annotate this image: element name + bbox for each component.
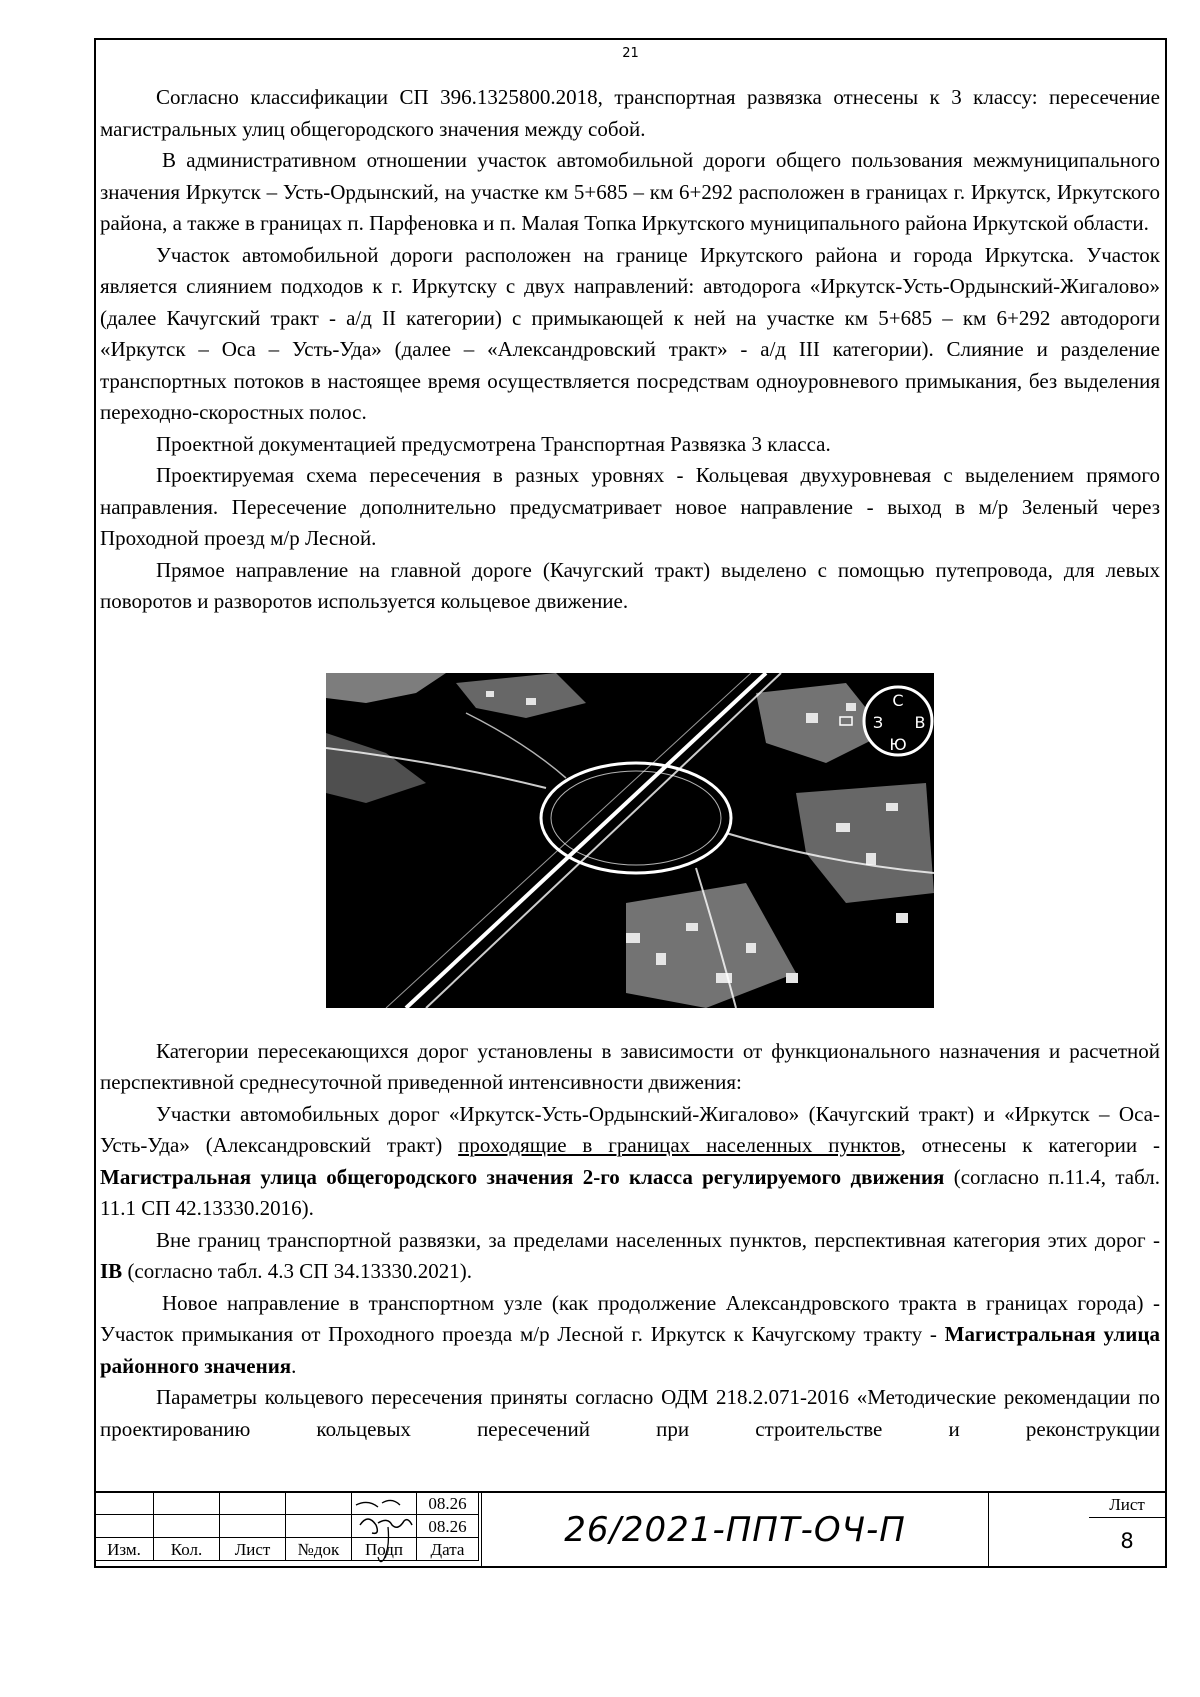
paragraph-11: Параметры кольцевого пересечения приняты согласно ОДМ 218.2.071-2016 «Методические рекомендации по проектированию кольцевых пересечений при строительстве и реконструкции bbox=[100, 1385, 1160, 1441]
header-data: Дата bbox=[417, 1538, 479, 1561]
paragraph-7: Категории пересекающихся дорог установлены в зависимости от функционального назначения и расчетной перспективной среднесуточной приведенной интенсивности движения: bbox=[100, 1038, 1160, 1094]
compass-south: Ю bbox=[889, 734, 907, 754]
interchange-aerial-image bbox=[326, 673, 934, 1008]
paragraph-10-part-a: Новое направление в транспортном узле (как продолжение Александровского тракта в границах города) - Участок примыкания от Проходного проезда м/р Лесной г. Иркутск к Качугскому тракту - bbox=[100, 1290, 1160, 1346]
aerial-render bbox=[326, 673, 934, 1008]
header-podp: Подп bbox=[352, 1538, 417, 1561]
compass-west: З bbox=[872, 712, 884, 732]
paragraph-9-part-b: (согласно табл. 4.3 СП 34.13330.2021). bbox=[122, 1259, 472, 1283]
date-1: 08.26 bbox=[417, 1492, 479, 1515]
sheet-number: 8 bbox=[1120, 1529, 1134, 1553]
paragraph-10 bbox=[100, 1288, 1160, 1383]
title-block bbox=[96, 1491, 1165, 1566]
paragraph-2: В административном отношении участок автомобильной дороги общего пользования межмуниципального значения Иркутск – Усть-Ордынский, на участке км 5+685 – км 6+292 расположен в границах г. Иркутск, Иркутского района, а также в границах п. Парфеновка и п. Малая Топка Иркутского муниципального района Иркутской области. bbox=[100, 148, 1160, 235]
paragraph-8-part-c: (согласно п.11.4, табл. 11.1 СП 42.13330.2016). bbox=[100, 1164, 1160, 1220]
paragraph-10-bold: Магистральная улица районного значения bbox=[100, 1322, 1160, 1378]
page-number: 21 bbox=[622, 46, 639, 61]
header-izm: Изм. bbox=[95, 1538, 154, 1561]
paragraph-8-part-b: , отнесены к категории - bbox=[900, 1133, 1160, 1157]
header-ndok: №док bbox=[286, 1538, 352, 1561]
paragraph-10-part-b: . bbox=[291, 1353, 297, 1378]
paragraph-5: Проектируемая схема пересечения в разных уровнях - Кольцевая двухуровневая с выделением прямого направления. Пересечение дополнительно предусматривает новое направление - выход в м/р Зеленый через Проходной проезд м/р Лесной. bbox=[100, 463, 1160, 550]
compass-east: В bbox=[914, 712, 926, 732]
header-kol: Кол. bbox=[154, 1538, 220, 1561]
compass-north: С bbox=[892, 690, 904, 710]
paragraph-6: Прямое направление на главной дороге (Качугский тракт) выделено с помощью путепровода, для левых поворотов и разворотов используется кольцевое движение. bbox=[100, 557, 1160, 613]
document-code: 26/2021-ППТ-ОЧ-П bbox=[481, 1493, 989, 1566]
paragraph-9 bbox=[100, 1225, 1160, 1288]
paragraph-9-bold: IB bbox=[100, 1259, 123, 1283]
revision-table bbox=[94, 1491, 479, 1561]
paragraph-9-part-a: Вне границ транспортной развязки, за пределами населенных пунктов, перспективная категория этих дорог - bbox=[156, 1227, 1160, 1252]
header-list: Лист bbox=[220, 1538, 286, 1561]
signature-icon bbox=[348, 1495, 418, 1567]
paragraph-8-part-a: Участки автомобильных дорог «Иркутск-Усть-Ордынский-Жигалово» (Качугский тракт) и «Иркутск – Оса- Усть-Уда» (Александровский тракт) bbox=[100, 1101, 1160, 1157]
paragraph-3: Участок автомобильной дороги расположен на границе Иркутского района и города Иркутска. Участок является слиянием подходов к г. Иркутску с двух направлений: автодорога «Иркутск-Усть-Ордынский-Жигалово» (далее Качугский тракт - а/д II категории) с примыкающей к ней на участке км 5+685 – км 6+292 автодороги «Иркутск – Оса – Усть-Уда» (далее – «Александровский тракт» - а/д III категории). Слияние и разделение транспортных потоков в настоящее время осуществляется посредствам одноуровневого примыкания, без выделения переходно-скоростных полос. bbox=[100, 242, 1160, 424]
body-text bbox=[100, 82, 1160, 1445]
date-2: 08.26 bbox=[417, 1515, 479, 1538]
paragraph-8-underlined: проходящие в границах населенных пунктов bbox=[458, 1133, 901, 1157]
paragraph-4: Проектной документацией предусмотрена Транспортная Развязка 3 класса. bbox=[156, 431, 831, 456]
paragraph-8-bold: Магистральная улица общегородского значения 2-го класса регулируемого движения bbox=[100, 1164, 945, 1189]
document-sheet bbox=[94, 38, 1167, 1568]
sheet-label: Лист bbox=[1089, 1493, 1165, 1518]
paragraph-1: Согласно классификации СП 396.1325800.2018, транспортная развязка отнесены к 3 классу: пересечение магистральных улиц общегородского значения между собой. bbox=[100, 85, 1160, 141]
paragraph-8 bbox=[100, 1099, 1160, 1225]
